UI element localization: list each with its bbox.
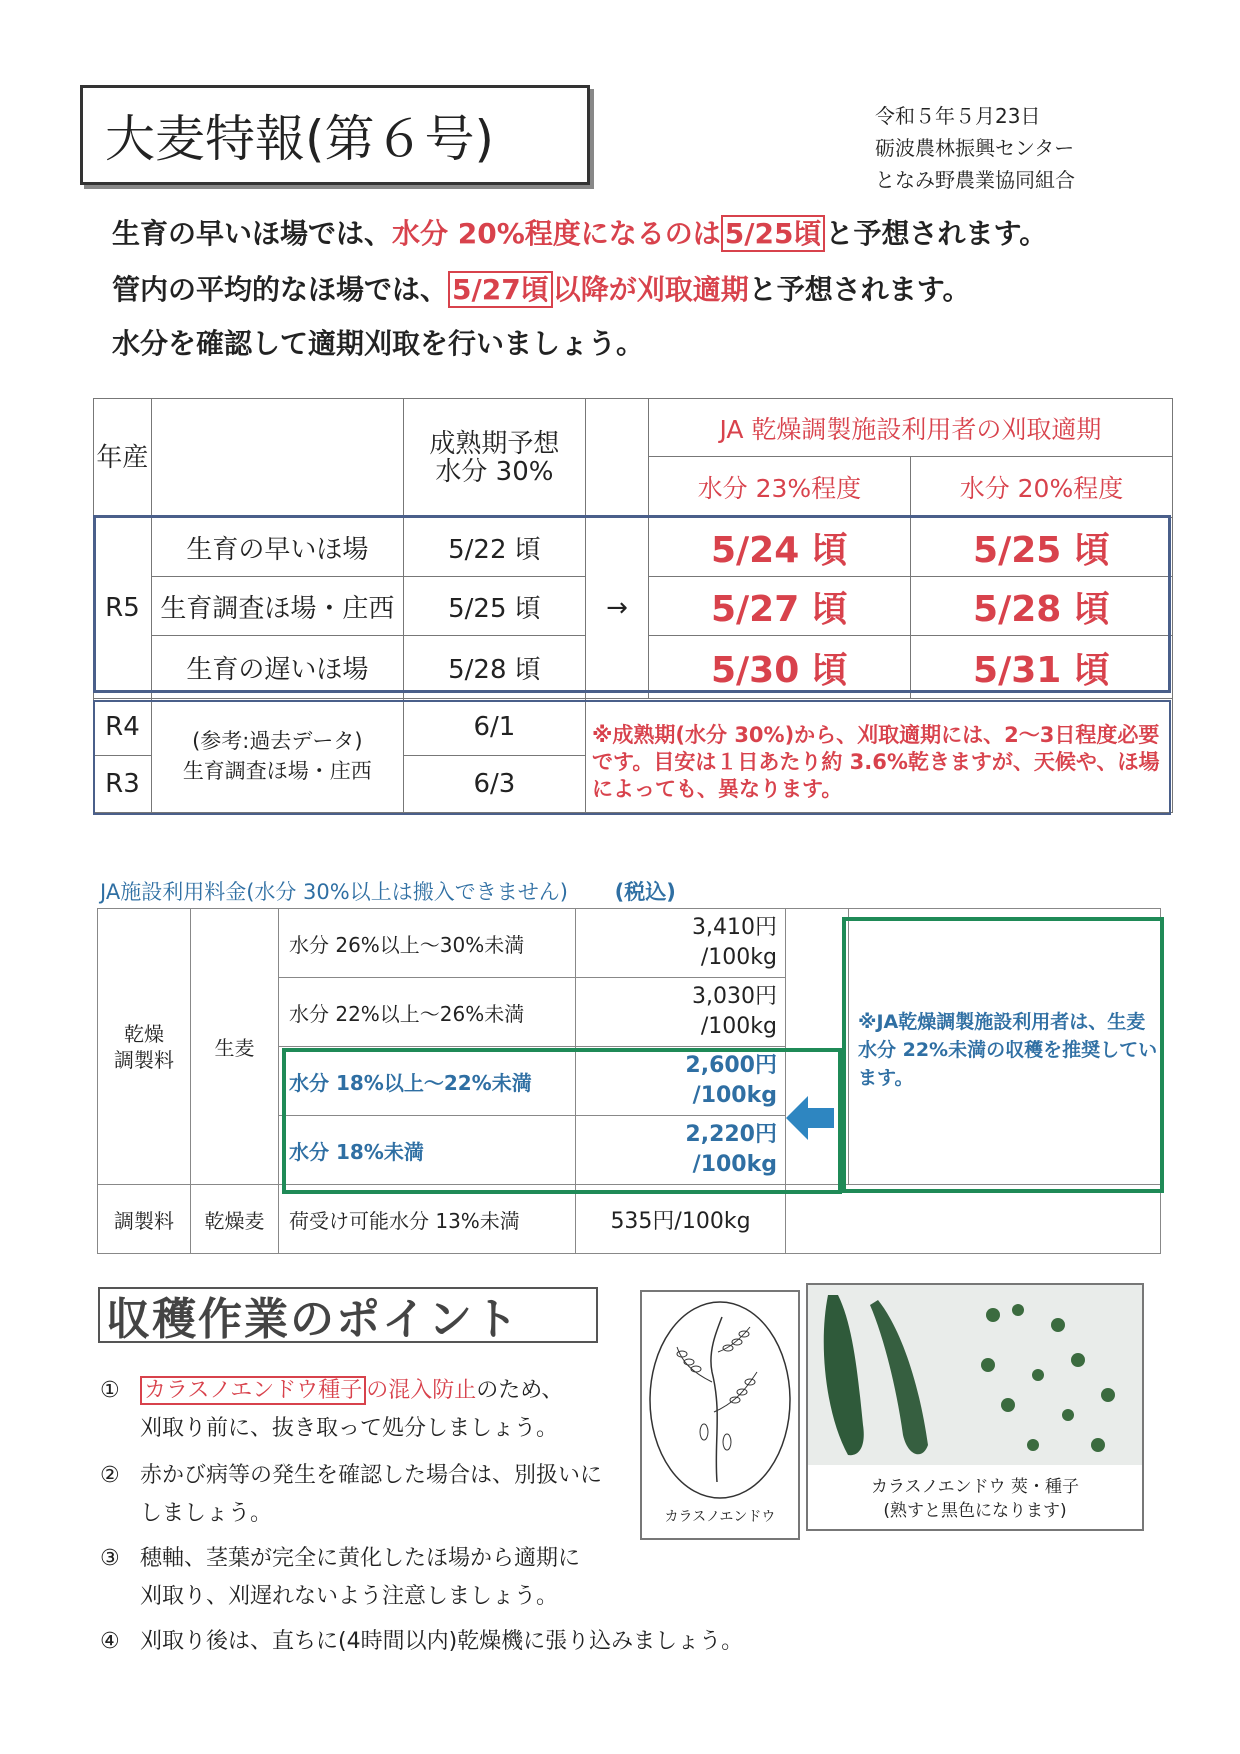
lead-line-1: 生育の早いほ場では、水分 20%程度になるのは 5/25頃 と予想されます。: [112, 217, 1048, 250]
past-data-label: (参考:過去データ) 生育調査ほ場・庄西: [151, 699, 403, 813]
pod-caption: カラスノエンドウ 莢・種子 (熟すと黒色になります): [870, 1477, 1080, 1521]
m23-late: 5/30 頃: [648, 636, 910, 699]
year-r3: R3: [94, 756, 152, 813]
maturity-note: ※成熟期(水分 30%)から、刈取適期には、2～3日程度必要です。目安は１日あたり約 3.6%乾きますが、天候や、ほ場によっても、異なります。: [592, 723, 1160, 801]
fee-cat-drying: 乾燥 調製料: [98, 909, 191, 1185]
fee-cat-adjust: 調製料: [98, 1185, 191, 1254]
m23-survey: 5/27 頃: [648, 577, 910, 636]
maturity-survey: 5/25 頃: [403, 577, 585, 636]
field-early: 生育の早いほ場: [151, 518, 403, 577]
field-survey: 生育調査ほ場・庄西: [151, 577, 403, 636]
header-arrow-col: [586, 399, 649, 518]
fee-empty: [786, 1185, 1161, 1254]
fee-price-2: 3,030円 /100kg: [576, 978, 786, 1047]
field-late: 生育の遅いほ場: [151, 636, 403, 699]
point-1: ① カラスノエンドウ種子 の混入防止のため、 刈取り前に、抜き取って処分しましょう。: [100, 1372, 620, 1448]
pod-seed-photo: [808, 1285, 1142, 1465]
fee-price-5: 535円/100kg: [576, 1185, 786, 1254]
lead-line-3: 水分を確認して適期刈取を行いましょう。: [112, 327, 645, 360]
point-2-number: ②: [100, 1463, 120, 1488]
fee-price-1: 3,410円 /100kg: [576, 909, 786, 978]
fee-range-5: 荷受け可能水分 13%未満: [279, 1185, 576, 1254]
point-4-number: ④: [100, 1629, 120, 1654]
point-3: ③ 穂軸、茎葉が完全に黄化したほ場から適期に 刈取り、刈遅れないよう注意しましょう。: [100, 1540, 660, 1616]
point-3-number: ③: [100, 1546, 120, 1571]
fee-range-2: 水分 22%以上～26%未満: [279, 978, 576, 1047]
recommendation-note: ※JA乾燥調製施設利用者は、生麦水分 22%未満の収穫を推奨しています。: [858, 1011, 1158, 1089]
year-r4: R4: [94, 699, 152, 756]
header-moisture-23: 水分 23%程度: [648, 457, 910, 518]
fee-range-3: 水分 18%以上～22%未満: [279, 1047, 576, 1116]
header-blank: [151, 399, 403, 518]
m20-survey: 5/28 頃: [910, 577, 1172, 636]
r3-date: 6/3: [403, 756, 585, 813]
issuer-org-2: となみ野農業協同組合: [875, 168, 1075, 192]
point-1-number: ①: [100, 1378, 120, 1403]
issuer-org-1: 砺波農林振興センター: [875, 136, 1075, 160]
header-moisture-20: 水分 20%程度: [910, 457, 1172, 518]
maturity-late: 5/28 頃: [403, 636, 585, 699]
lead-line-2: 管内の平均的なほ場では、 5/27頃 以降が刈取適期と予想されます。: [112, 273, 971, 306]
r4-date: 6/1: [403, 699, 585, 756]
point-4: ④ 刈取り後は、直ちに(4時間以内)乾燥機に張り込みましょう。: [100, 1623, 860, 1661]
fee-price-4: 2,220円 /100kg: [576, 1116, 786, 1185]
tax-label: (税込): [614, 880, 676, 904]
m20-early: 5/25 頃: [910, 518, 1172, 577]
point-2: ② 赤かび病等の発生を確認した場合は、別扱いに しましょう。: [100, 1457, 660, 1533]
year-r5: R5: [94, 518, 152, 699]
arrow: →: [586, 518, 649, 699]
issuer-block: [875, 100, 1075, 196]
page-title: 大麦特報(第６号): [80, 85, 590, 185]
fee-range-4: 水分 18%未満: [279, 1116, 576, 1185]
header-ja: JA 乾燥調製施設利用者の刈取適期: [648, 399, 1172, 457]
header-year: 年産: [94, 399, 152, 518]
m23-early: 5/24 頃: [648, 518, 910, 577]
left-arrow-icon: [782, 1090, 838, 1146]
m20-late: 5/31 頃: [910, 636, 1172, 699]
plant-illustration-frame: [640, 1290, 800, 1540]
fee-sub-dry: 乾燥麦: [191, 1185, 279, 1254]
fee-range-1: 水分 26%以上～30%未満: [279, 909, 576, 978]
fee-price-3: 2,600円 /100kg: [576, 1047, 786, 1116]
fee-sub-raw: 生麦: [191, 909, 279, 1185]
maturity-early: 5/22 頃: [403, 518, 585, 577]
vetch-plant-illustration: [642, 1292, 798, 1502]
pod-photo-frame: [806, 1283, 1144, 1531]
fee-table-title: JA施設利用料金(水分 30%以上は搬入できません) (税込): [100, 880, 676, 904]
issue-date: 令和５年５月23日: [875, 104, 1041, 128]
header-maturity: 成熟期予想 水分 30%: [403, 399, 585, 518]
plant-caption: カラスノエンドウ: [664, 1509, 776, 1525]
points-section-title: 収穫作業のポイント: [98, 1287, 598, 1343]
